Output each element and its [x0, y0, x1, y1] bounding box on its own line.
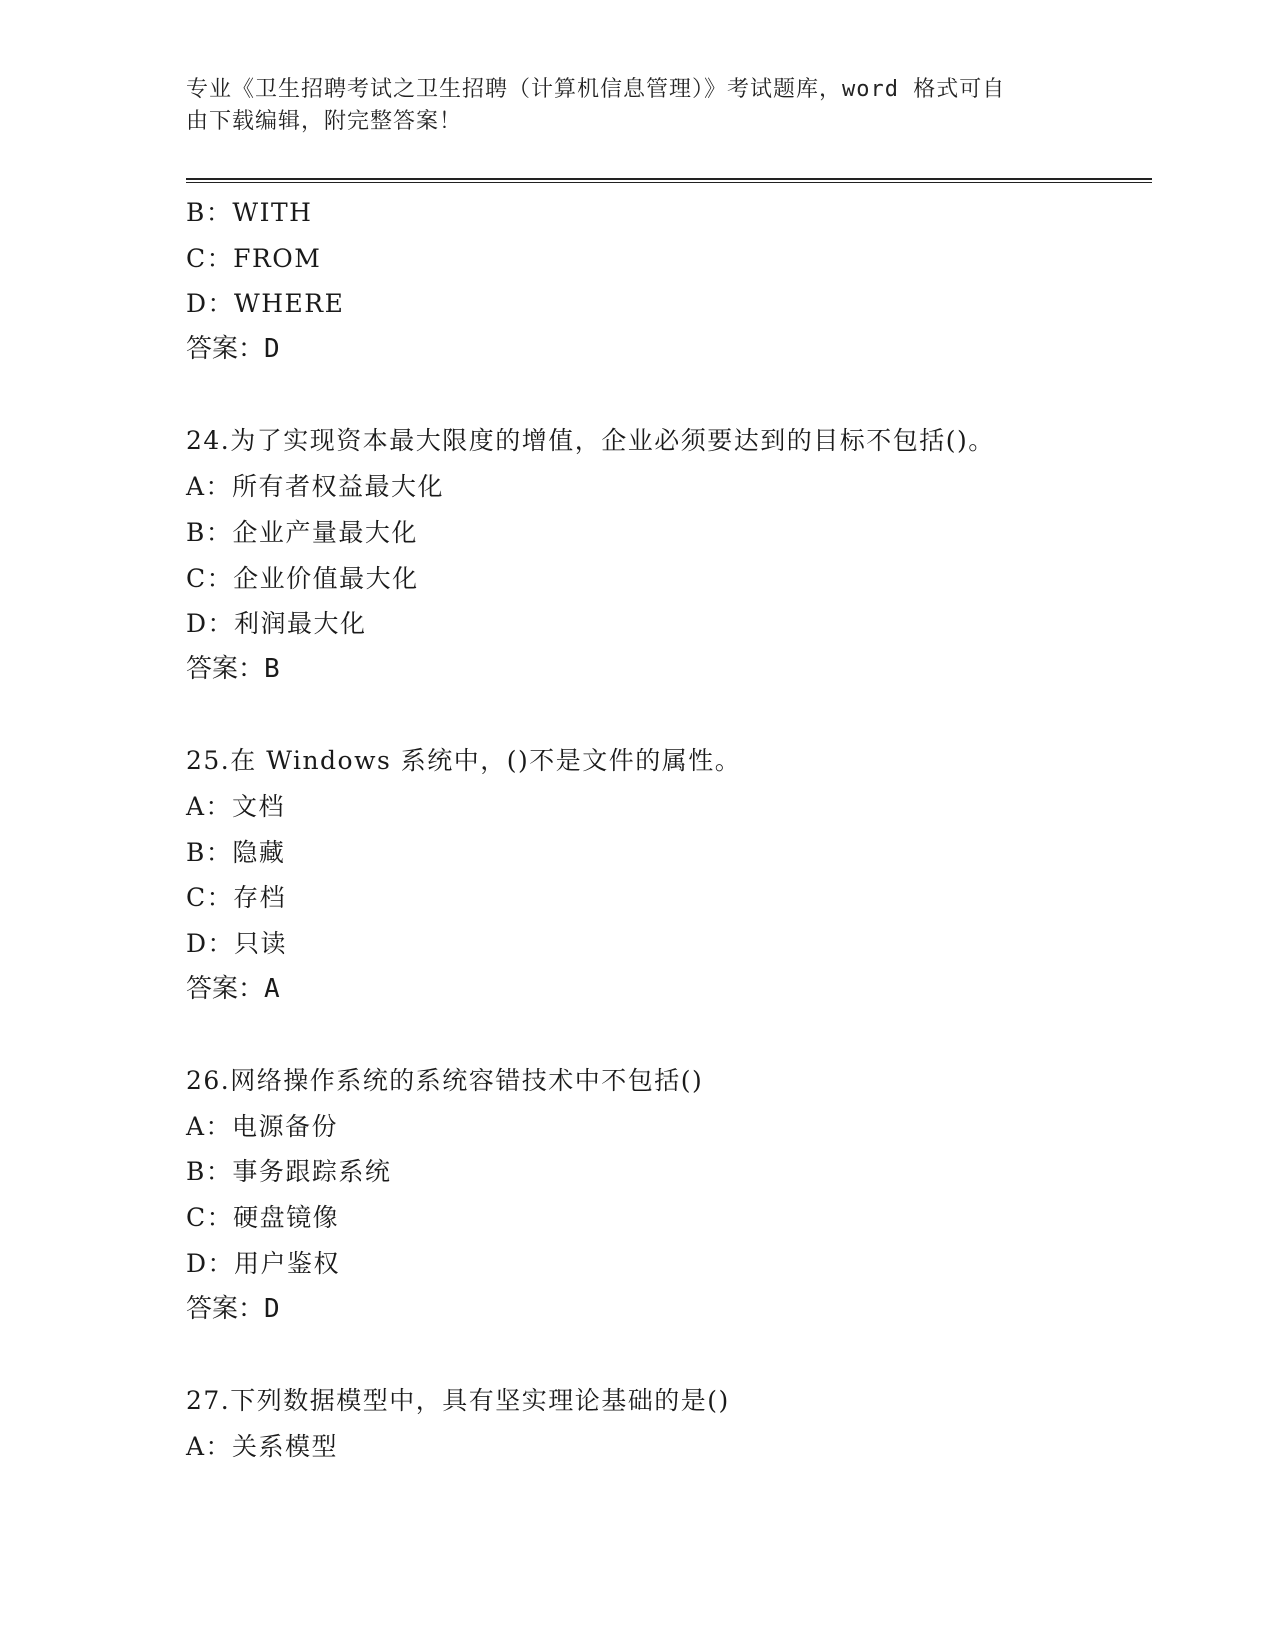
- question-25-option-b: B：隐藏: [186, 837, 286, 867]
- option-c: C：FROM: [186, 243, 322, 273]
- question-26-option-d: D：用户鉴权: [186, 1248, 341, 1278]
- question-24-text: 24.为了实现资本最大限度的增值，企业必须要达到的目标不包括()。: [186, 426, 995, 456]
- question-26-text: 26.网络操作系统的系统容错技术中不包括(): [186, 1066, 704, 1096]
- answer-line: 答案：D: [186, 334, 280, 365]
- question-25-option-d: D：只读: [186, 929, 288, 958]
- question-24-option-d: D：利润最大化: [186, 609, 367, 639]
- header-line-2: 由下载编辑，附完整答案！: [186, 109, 463, 134]
- question-25-text: 25.在 Windows 系统中，()不是文件的属性。: [186, 746, 742, 776]
- question-27-text: 27.下列数据模型中，具有坚实理论基础的是(): [186, 1385, 730, 1415]
- question-list: [186, 190, 1152, 1469]
- header-divider-thick: [186, 178, 1152, 180]
- question-26-answer: 答案：D: [186, 1293, 280, 1324]
- option-d: D：WHERE: [186, 289, 345, 319]
- spacer: [186, 1012, 1152, 1058]
- spacer: [186, 373, 1152, 419]
- question-27-option-a: A：关系模型: [186, 1431, 339, 1461]
- question-24-option-c: C：企业价值最大化: [186, 563, 419, 593]
- header-divider-thin: [186, 182, 1152, 183]
- option-b: B：WITH: [186, 198, 313, 227]
- question-24-option-b: B：企业产量最大化: [186, 517, 418, 547]
- question-26-option-c: C：硬盘镜像: [186, 1203, 340, 1233]
- document-header: [186, 74, 1066, 138]
- question-24-option-a: A：所有者权益最大化: [186, 472, 445, 502]
- question-26-option-b: B：事务跟踪系统: [186, 1157, 392, 1187]
- question-25-option-a: A：文档: [186, 791, 286, 821]
- spacer: [186, 693, 1152, 739]
- spacer: [186, 1332, 1152, 1378]
- question-24-answer: 答案：B: [186, 653, 280, 684]
- question-26-option-a: A：电源备份: [186, 1111, 339, 1141]
- question-25-option-c: C：存档: [186, 883, 287, 913]
- header-line-1: 专业《卫生招聘考试之卫生招聘（计算机信息管理）》考试题库，word 格式可自: [186, 77, 1006, 102]
- question-25-answer: 答案：A: [186, 973, 280, 1004]
